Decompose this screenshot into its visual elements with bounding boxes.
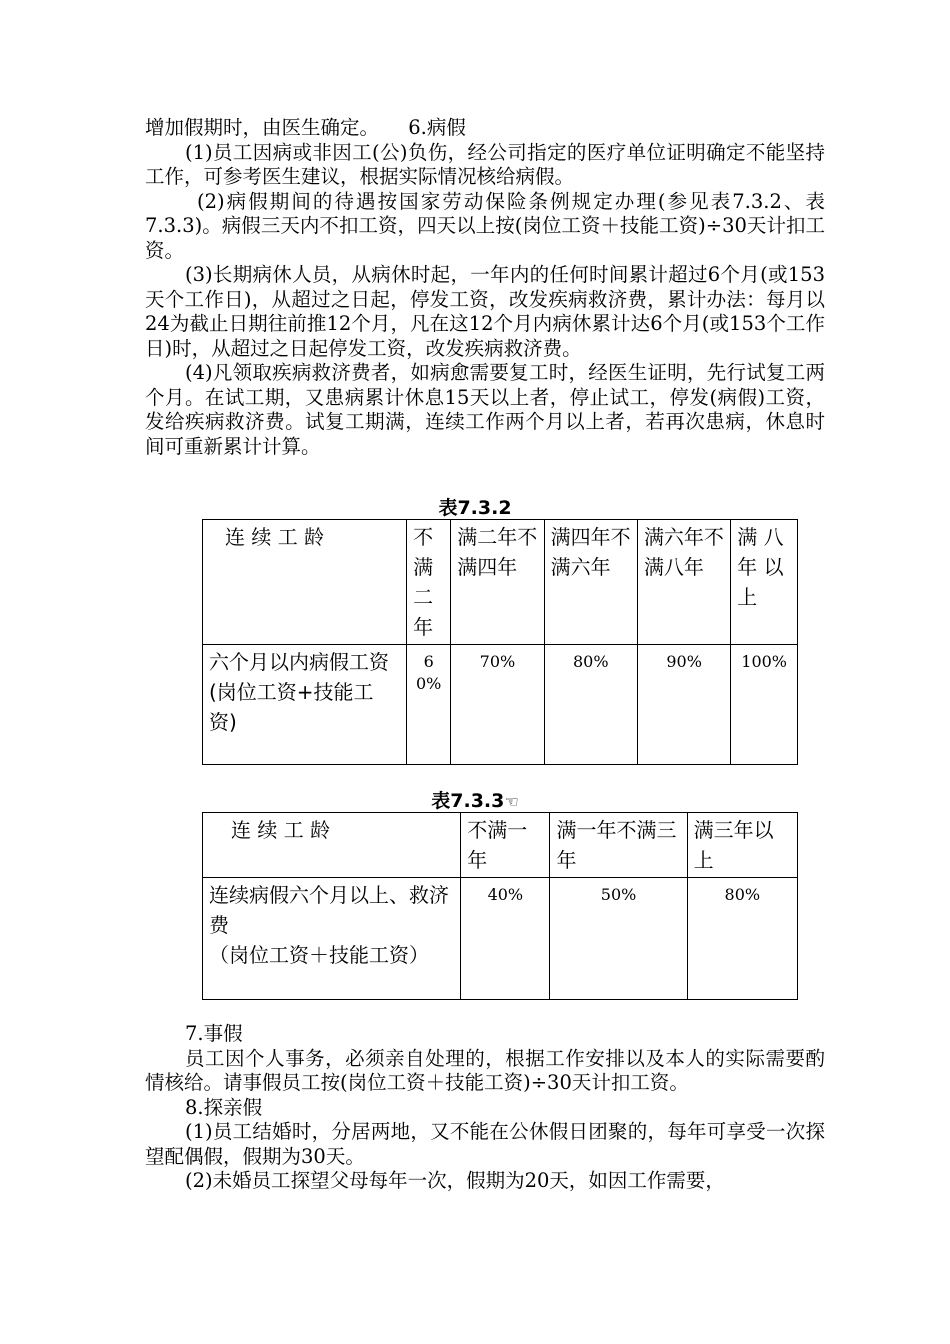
table1-caption: 表7.3.2 bbox=[438, 497, 512, 519]
table2-caption-text: 表7.3.3 bbox=[431, 790, 505, 812]
table1-value-cell: 70% bbox=[451, 645, 544, 765]
table1-header-cell: 满六年不满八年 bbox=[637, 520, 730, 645]
table1-row-label bbox=[203, 645, 407, 765]
paragraph: 员工因个人事务，必须亲自处理的，根据工作安排以及本人的实际需要酌情核给。请事假员工按(岗位工资＋技能工资)÷30天计扣工资。 bbox=[145, 1046, 825, 1094]
paragraph: (2)病假期间的待遇按国家劳动保险条例规定办理(参见表7.3.2、表7.3.3)。病假三天内不扣工资，四天以上按(岗位工资＋技能工资)÷30天计扣工资。 bbox=[145, 189, 825, 262]
table1-header-cell: 满 八年 以上 bbox=[731, 520, 798, 645]
table1-header-cell: 连 续 工 龄 bbox=[203, 520, 407, 645]
table2-header-cell: 满三年以上 bbox=[687, 813, 797, 878]
row-label-line: (岗位工资+技能工资) bbox=[209, 680, 374, 734]
paragraph: (3)长期病休人员，从病休时起，一年内的任何时间累计超过6个月(或153天个工作日)，从超过之日起，停发工资，改发疾病救济费，累计办法：每月以24为截止日期往前推12个月，凡在这12个月内病休累计达6个月(或153个工作日)时，从超过之日起停发工资，改发疾病救济费。 bbox=[145, 263, 825, 360]
body-text-top bbox=[145, 116, 825, 459]
table-7-3-2 bbox=[202, 519, 798, 765]
pointing-hand-icon: ☜ bbox=[504, 792, 519, 811]
table2-header-cell: 不满一年 bbox=[461, 813, 550, 878]
table1-value-cell: 90% bbox=[637, 645, 730, 765]
paragraph: (2)未婚员工探望父母每年一次，假期为20天，如因工作需要， bbox=[185, 1169, 725, 1192]
row-label-line: 连续病假六个月以上、救济费 bbox=[209, 883, 449, 937]
table2-value-cell: 40% bbox=[461, 878, 550, 1000]
row-label-line: 六个月以内病假工资 bbox=[209, 650, 389, 674]
body-text-bottom bbox=[145, 1022, 825, 1194]
table2-row-label bbox=[203, 878, 461, 1000]
table1-header-cell: 满二年不满四年 bbox=[451, 520, 544, 645]
section-heading: 7.事假 bbox=[185, 1022, 243, 1045]
table1-header-cell: 不满二年 bbox=[407, 520, 451, 645]
paragraph: (1)员工结婚时，分居两地，又不能在公休假日团聚的，每年可享受一次探望配偶假，假期为30天。 bbox=[145, 1120, 825, 1168]
table2-caption bbox=[0, 790, 950, 813]
table2-header-cell: 连 续 工 龄 bbox=[203, 813, 461, 878]
paragraph: (4)凡领取疾病救济费者，如病愈需要复工时，经医生证明，先行试复工两个月。在试工期，又患病累计休息15天以上者，停止试工，停发(病假)工资，发给疾病救济费。试复工期满，连续工作两个月以上者，若再次患病，休息时间可重新累计计算。 bbox=[145, 361, 825, 458]
table1-value-cell: 60% bbox=[407, 645, 451, 765]
row-label-line: （岗位工资＋技能工资） bbox=[209, 943, 429, 967]
paragraph: 增加假期时，由医生确定。 6.病假 bbox=[145, 116, 466, 139]
table1-value-cell: 100% bbox=[731, 645, 798, 765]
table2-value-cell: 50% bbox=[550, 878, 687, 1000]
table-7-3-3 bbox=[202, 812, 798, 1000]
table1-value-cell: 80% bbox=[544, 645, 637, 765]
section-heading: 8.探亲假 bbox=[185, 1095, 263, 1119]
table2-header-cell: 满一年不满三年 bbox=[550, 813, 687, 878]
table2-value-cell: 80% bbox=[687, 878, 797, 1000]
paragraph: (1)员工因病或非因工(公)负伤，经公司指定的医疗单位证明确定不能坚持工作，可参考医生建议，根据实际情况核给病假。 bbox=[145, 140, 825, 188]
table1-header-cell: 满四年不满六年 bbox=[544, 520, 637, 645]
